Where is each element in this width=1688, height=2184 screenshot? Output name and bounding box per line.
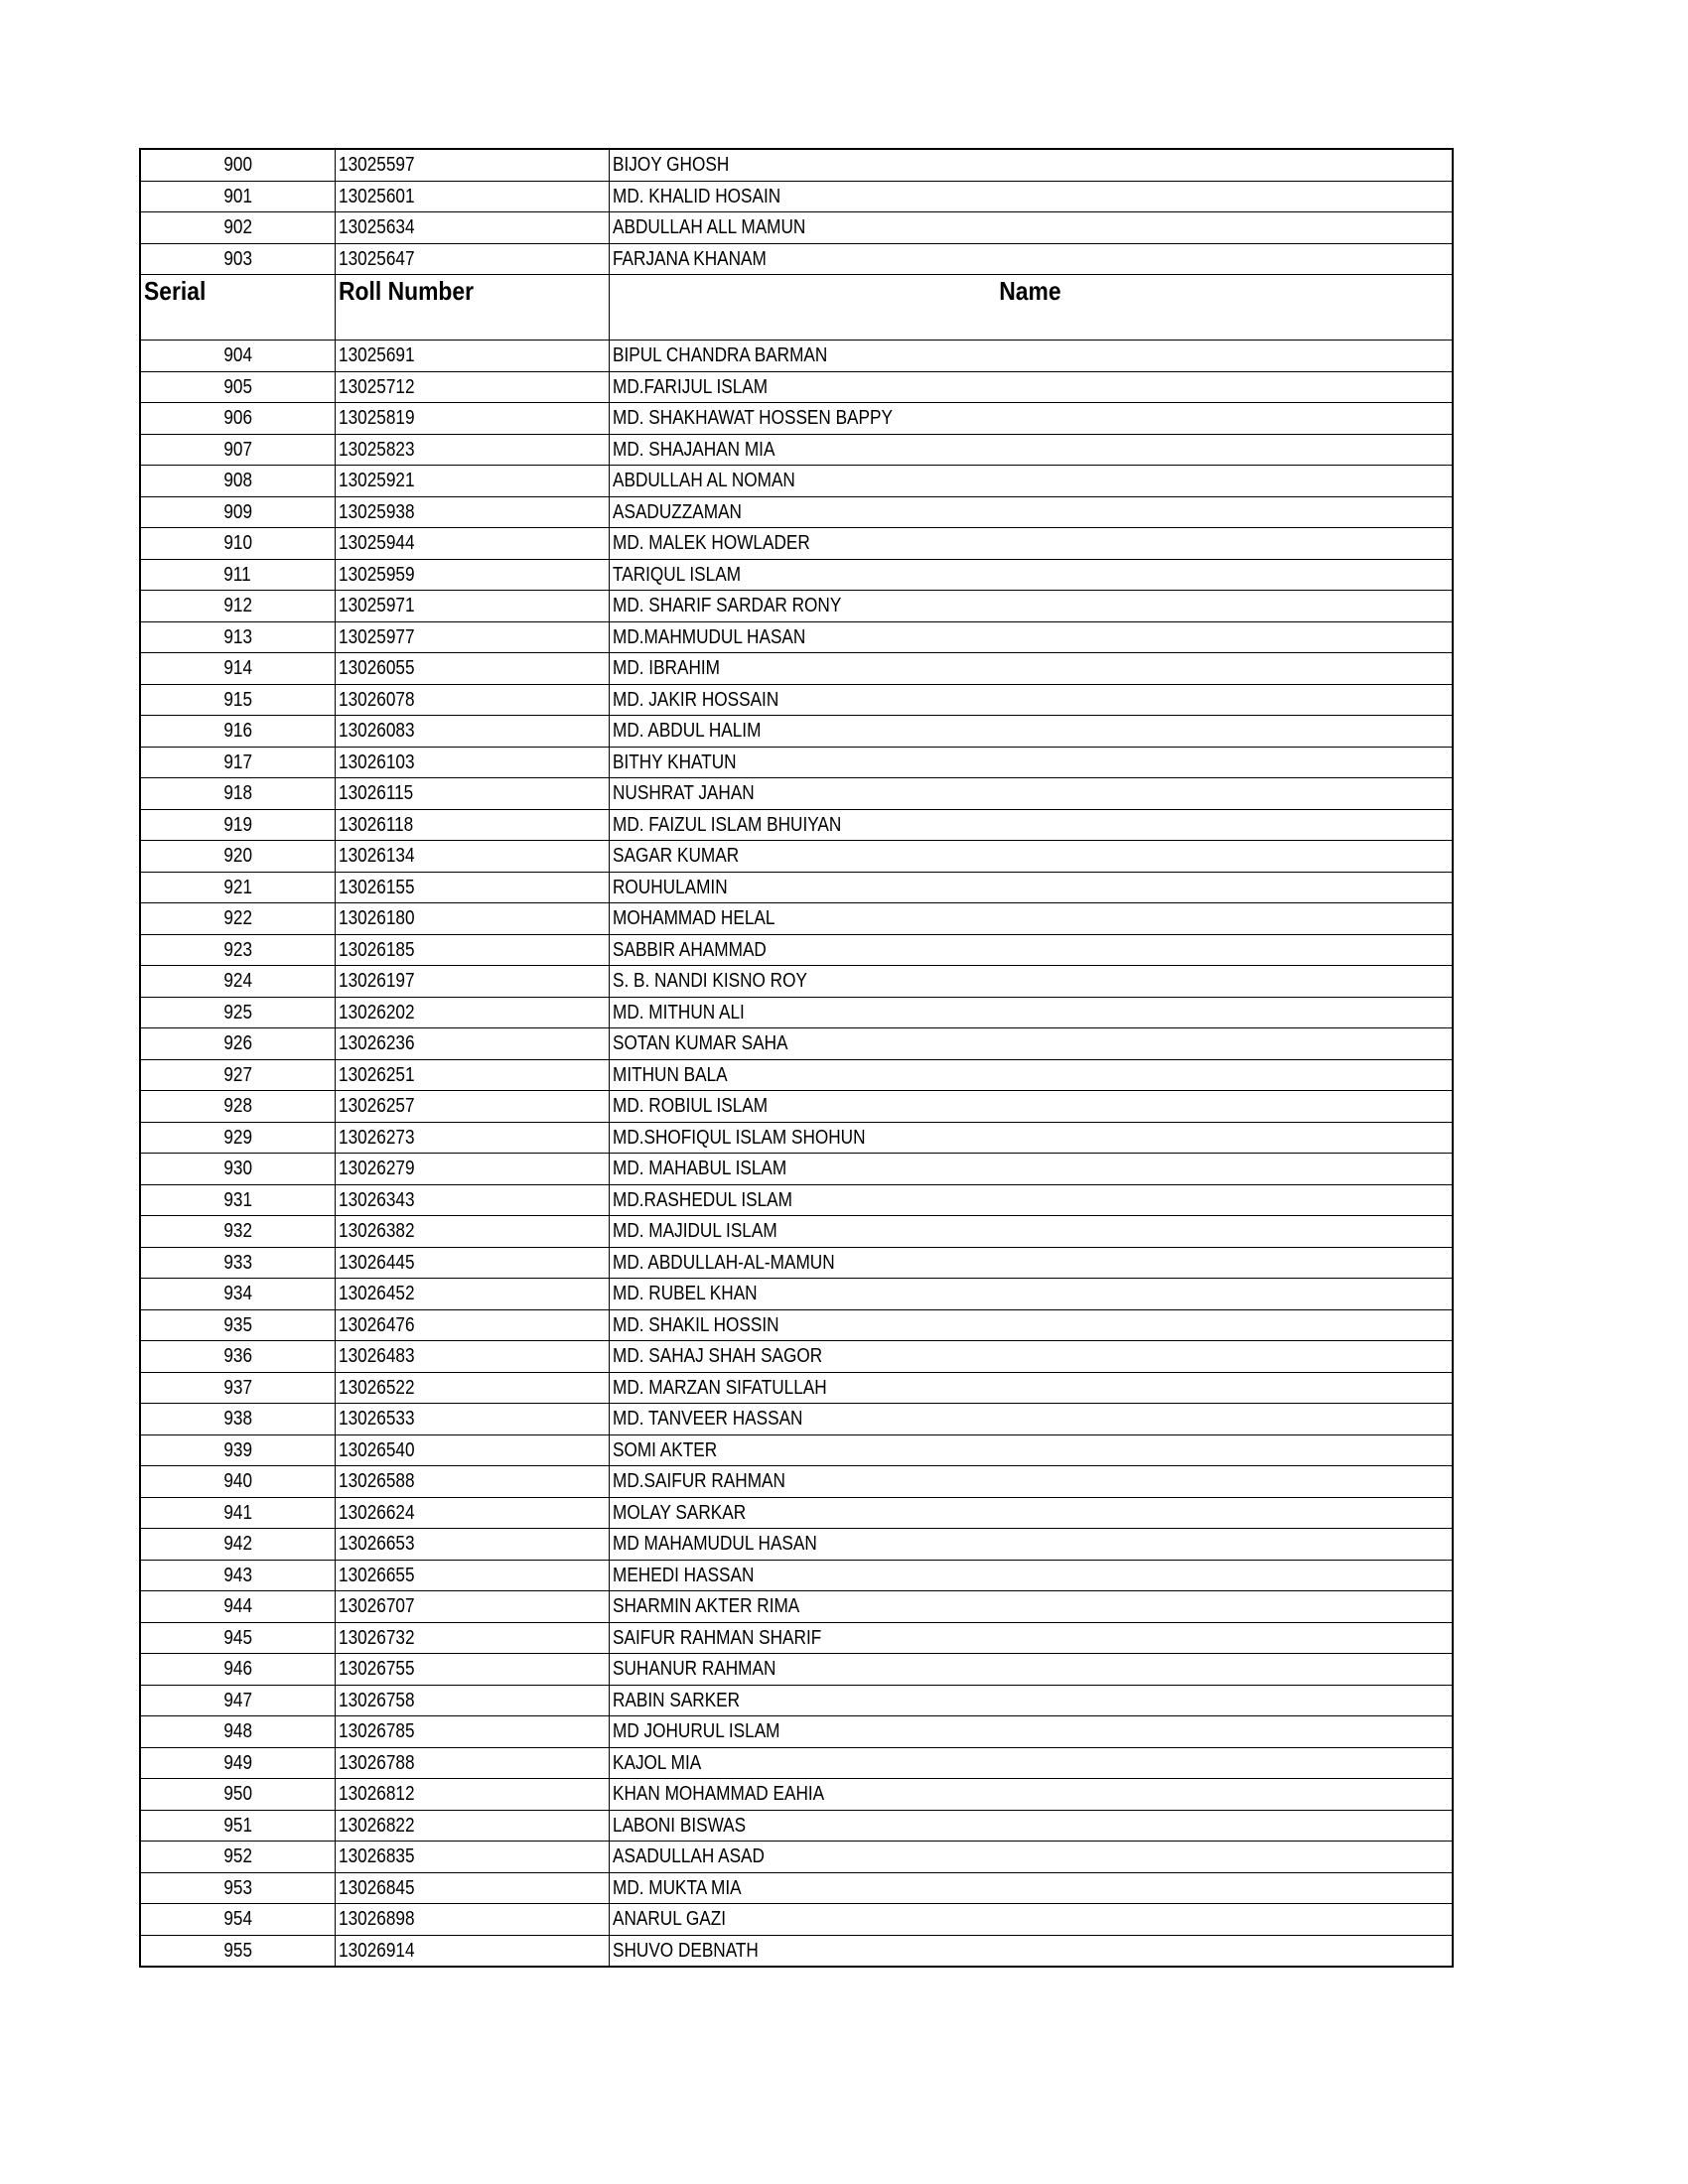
- serial-cell: 911: [140, 559, 335, 591]
- name-cell: MD. RUBEL KHAN: [609, 1279, 1453, 1310]
- roll-number-cell: 13026653: [335, 1529, 609, 1561]
- name-cell: MD.MAHMUDUL HASAN: [609, 621, 1453, 653]
- roll-number-cell: 13025944: [335, 528, 609, 560]
- name-cell: MD JOHURUL ISLAM: [609, 1716, 1453, 1748]
- name-cell: MD. MUKTA MIA: [609, 1872, 1453, 1904]
- roll-number-cell: 13026835: [335, 1842, 609, 1873]
- roll-number-cell: 13026533: [335, 1404, 609, 1435]
- top-rows: [140, 149, 1453, 275]
- serial-cell: 902: [140, 212, 335, 244]
- name-cell: MD. ROBIUL ISLAM: [609, 1091, 1453, 1123]
- table-row: [140, 149, 1453, 181]
- name-cell: MD MAHAMUDUL HASAN: [609, 1529, 1453, 1561]
- roll-number-cell: 13026078: [335, 684, 609, 716]
- roll-number-cell: 13025921: [335, 466, 609, 497]
- serial-cell: 935: [140, 1309, 335, 1341]
- name-cell: FARJANA KHANAM: [609, 243, 1453, 275]
- serial-cell: 944: [140, 1591, 335, 1623]
- table-row: [140, 528, 1453, 560]
- table-row: [140, 841, 1453, 873]
- serial-cell: 951: [140, 1810, 335, 1842]
- name-cell: MD. SHAKHAWAT HOSSEN BAPPY: [609, 403, 1453, 435]
- name-cell: TARIQUL ISLAM: [609, 559, 1453, 591]
- name-cell: S. B. NANDI KISNO ROY: [609, 966, 1453, 998]
- serial-cell: 942: [140, 1529, 335, 1561]
- serial-cell: 923: [140, 934, 335, 966]
- serial-cell: 908: [140, 466, 335, 497]
- table-row: [140, 1466, 1453, 1498]
- serial-cell: 930: [140, 1154, 335, 1185]
- serial-cell: 932: [140, 1216, 335, 1248]
- roll-number-cell: 13026898: [335, 1904, 609, 1936]
- name-cell: ANARUL GAZI: [609, 1904, 1453, 1936]
- roll-number-cell: 13025601: [335, 181, 609, 212]
- table-row: [140, 1309, 1453, 1341]
- header-row: [140, 275, 1453, 341]
- serial-cell: 949: [140, 1747, 335, 1779]
- serial-cell: 939: [140, 1434, 335, 1466]
- serial-cell: 928: [140, 1091, 335, 1123]
- table-row: [140, 1935, 1453, 1967]
- roll-number-cell: 13025712: [335, 371, 609, 403]
- roll-number-cell: 13026257: [335, 1091, 609, 1123]
- serial-cell: 910: [140, 528, 335, 560]
- roll-number-cell: 13026588: [335, 1466, 609, 1498]
- name-cell: MOLAY SARKAR: [609, 1497, 1453, 1529]
- serial-cell: 945: [140, 1622, 335, 1654]
- name-cell: SAGAR KUMAR: [609, 841, 1453, 873]
- serial-cell: 922: [140, 903, 335, 935]
- serial-cell: 900: [140, 149, 335, 181]
- serial-cell: 921: [140, 872, 335, 903]
- table-row: [140, 1404, 1453, 1435]
- name-cell: KHAN MOHAMMAD EAHIA: [609, 1779, 1453, 1811]
- table-row: [140, 434, 1453, 466]
- roll-number-cell: 13026845: [335, 1872, 609, 1904]
- table-row: [140, 1091, 1453, 1123]
- roll-number-cell: 13026788: [335, 1747, 609, 1779]
- roll-number-cell: 13026134: [335, 841, 609, 873]
- table-row: [140, 716, 1453, 748]
- name-cell: MD. MAJIDUL ISLAM: [609, 1216, 1453, 1248]
- roll-number-cell: 13025971: [335, 591, 609, 622]
- table-row: [140, 1591, 1453, 1623]
- name-cell: MD. MARZAN SIFATULLAH: [609, 1372, 1453, 1404]
- serial-cell: 927: [140, 1059, 335, 1091]
- name-cell: SOTAN KUMAR SAHA: [609, 1028, 1453, 1060]
- roll-number-cell: 13025977: [335, 621, 609, 653]
- table-header: [140, 275, 1453, 341]
- name-cell: SHUVO DEBNATH: [609, 1935, 1453, 1967]
- roll-number-cell: 13026273: [335, 1122, 609, 1154]
- serial-cell: 901: [140, 181, 335, 212]
- table-row: [140, 1216, 1453, 1248]
- table-row: [140, 1842, 1453, 1873]
- serial-cell: 950: [140, 1779, 335, 1811]
- roll-number-cell: 13026812: [335, 1779, 609, 1811]
- roll-number-cell: 13026914: [335, 1935, 609, 1967]
- roll-number-cell: 13025597: [335, 149, 609, 181]
- name-cell: SAIFUR RAHMAN SHARIF: [609, 1622, 1453, 1654]
- table-row: [140, 1685, 1453, 1716]
- roll-number-cell: 13026476: [335, 1309, 609, 1341]
- serial-cell: 946: [140, 1654, 335, 1686]
- serial-cell: 943: [140, 1560, 335, 1591]
- serial-cell: 913: [140, 621, 335, 653]
- name-cell: MOHAMMAD HELAL: [609, 903, 1453, 935]
- name-cell: ASADULLAH ASAD: [609, 1842, 1453, 1873]
- serial-cell: 937: [140, 1372, 335, 1404]
- roll-number-cell: 13026540: [335, 1434, 609, 1466]
- name-cell: MD. JAKIR HOSSAIN: [609, 684, 1453, 716]
- serial-cell: 929: [140, 1122, 335, 1154]
- serial-cell: 936: [140, 1341, 335, 1373]
- table-row: [140, 466, 1453, 497]
- serial-cell: 916: [140, 716, 335, 748]
- name-header: Name: [609, 275, 1453, 341]
- roll-number-cell: 13026185: [335, 934, 609, 966]
- name-cell: ROUHULAMIN: [609, 872, 1453, 903]
- table-row: [140, 1247, 1453, 1279]
- table-row: [140, 934, 1453, 966]
- roll-number-cell: 13025823: [335, 434, 609, 466]
- table-row: [140, 1716, 1453, 1748]
- table-row: [140, 1184, 1453, 1216]
- name-cell: MD. FAIZUL ISLAM BHUIYAN: [609, 809, 1453, 841]
- roll-number-cell: 13026822: [335, 1810, 609, 1842]
- name-cell: SHARMIN AKTER RIMA: [609, 1591, 1453, 1623]
- name-cell: SOMI AKTER: [609, 1434, 1453, 1466]
- serial-cell: 948: [140, 1716, 335, 1748]
- table-row: [140, 1028, 1453, 1060]
- table-row: [140, 1154, 1453, 1185]
- serial-cell: 934: [140, 1279, 335, 1310]
- roll-number-cell: 13026732: [335, 1622, 609, 1654]
- table-row: [140, 1810, 1453, 1842]
- name-cell: MITHUN BALA: [609, 1059, 1453, 1091]
- table-row: [140, 243, 1453, 275]
- serial-cell: 919: [140, 809, 335, 841]
- name-cell: MD. KHALID HOSAIN: [609, 181, 1453, 212]
- table-row: [140, 1279, 1453, 1310]
- table-row: [140, 903, 1453, 935]
- roll-number-cell: 13026707: [335, 1591, 609, 1623]
- table-row: [140, 778, 1453, 810]
- serial-cell: 905: [140, 371, 335, 403]
- name-cell: MD. IBRAHIM: [609, 653, 1453, 685]
- name-cell: KAJOL MIA: [609, 1747, 1453, 1779]
- name-cell: BIJOY GHOSH: [609, 149, 1453, 181]
- name-cell: RABIN SARKER: [609, 1685, 1453, 1716]
- serial-cell: 940: [140, 1466, 335, 1498]
- name-cell: SUHANUR RAHMAN: [609, 1654, 1453, 1686]
- name-cell: BITHY KHATUN: [609, 747, 1453, 778]
- name-cell: MD. SHAJAHAN MIA: [609, 434, 1453, 466]
- serial-cell: 924: [140, 966, 335, 998]
- serial-cell: 915: [140, 684, 335, 716]
- roll-number-header: Roll Number: [335, 275, 609, 341]
- name-cell: MD. MAHABUL ISLAM: [609, 1154, 1453, 1185]
- serial-cell: 907: [140, 434, 335, 466]
- roll-number-cell: 13025959: [335, 559, 609, 591]
- serial-cell: 903: [140, 243, 335, 275]
- table-row: [140, 212, 1453, 244]
- serial-cell: 920: [140, 841, 335, 873]
- table-row: [140, 1497, 1453, 1529]
- serial-cell: 955: [140, 1935, 335, 1967]
- roll-number-cell: 13026483: [335, 1341, 609, 1373]
- table-row: [140, 1872, 1453, 1904]
- serial-cell: 933: [140, 1247, 335, 1279]
- name-cell: MD.RASHEDUL ISLAM: [609, 1184, 1453, 1216]
- serial-header: Serial: [140, 275, 335, 341]
- roll-number-cell: 13026115: [335, 778, 609, 810]
- name-cell: MEHEDI HASSAN: [609, 1560, 1453, 1591]
- name-cell: ASADUZZAMAN: [609, 496, 1453, 528]
- roll-number-cell: 13026180: [335, 903, 609, 935]
- table-row: [140, 371, 1453, 403]
- table-row: [140, 872, 1453, 903]
- roll-number-cell: 13025634: [335, 212, 609, 244]
- name-cell: MD.FARIJUL ISLAM: [609, 371, 1453, 403]
- name-cell: MD. SHAKIL HOSSIN: [609, 1309, 1453, 1341]
- serial-cell: 947: [140, 1685, 335, 1716]
- table-row: [140, 621, 1453, 653]
- table-row: [140, 809, 1453, 841]
- roll-number-cell: 13026452: [335, 1279, 609, 1310]
- serial-cell: 914: [140, 653, 335, 685]
- roll-number-cell: 13026055: [335, 653, 609, 685]
- roll-number-cell: 13026343: [335, 1184, 609, 1216]
- roll-number-cell: 13025938: [335, 496, 609, 528]
- serial-cell: 925: [140, 997, 335, 1028]
- name-cell: ABDULLAH ALL MAMUN: [609, 212, 1453, 244]
- roll-number-cell: 13026236: [335, 1028, 609, 1060]
- serial-cell: 906: [140, 403, 335, 435]
- table-row: [140, 1622, 1453, 1654]
- serial-cell: 953: [140, 1872, 335, 1904]
- name-cell: MD. TANVEER HASSAN: [609, 1404, 1453, 1435]
- roll-number-cell: 13026755: [335, 1654, 609, 1686]
- roll-number-cell: 13026522: [335, 1372, 609, 1404]
- name-cell: MD. MITHUN ALI: [609, 997, 1453, 1028]
- serial-cell: 909: [140, 496, 335, 528]
- roll-number-cell: 13026624: [335, 1497, 609, 1529]
- roll-number-cell: 13026202: [335, 997, 609, 1028]
- serial-cell: 926: [140, 1028, 335, 1060]
- roll-number-cell: 13026279: [335, 1154, 609, 1185]
- table-row: [140, 403, 1453, 435]
- roll-number-cell: 13025691: [335, 341, 609, 372]
- table-row: [140, 1059, 1453, 1091]
- name-cell: MD. SAHAJ SHAH SAGOR: [609, 1341, 1453, 1373]
- name-cell: MD. MALEK HOWLADER: [609, 528, 1453, 560]
- serial-cell: 952: [140, 1842, 335, 1873]
- serial-cell: 912: [140, 591, 335, 622]
- table-row: [140, 1372, 1453, 1404]
- table-row: [140, 966, 1453, 998]
- name-cell: NUSHRAT JAHAN: [609, 778, 1453, 810]
- serial-cell: 941: [140, 1497, 335, 1529]
- roll-number-cell: 13026251: [335, 1059, 609, 1091]
- name-cell: LABONI BISWAS: [609, 1810, 1453, 1842]
- table-row: [140, 1122, 1453, 1154]
- roll-number-cell: 13026655: [335, 1560, 609, 1591]
- table-row: [140, 653, 1453, 685]
- table-row: [140, 1904, 1453, 1936]
- table-row: [140, 559, 1453, 591]
- name-cell: MD.SAIFUR RAHMAN: [609, 1466, 1453, 1498]
- roll-number-cell: 13026103: [335, 747, 609, 778]
- results-table: [139, 148, 1454, 1968]
- serial-cell: 938: [140, 1404, 335, 1435]
- table-row: [140, 1654, 1453, 1686]
- roll-number-cell: 13025647: [335, 243, 609, 275]
- table-row: [140, 747, 1453, 778]
- table-row: [140, 1560, 1453, 1591]
- roll-number-cell: 13026083: [335, 716, 609, 748]
- table-row: [140, 181, 1453, 212]
- main-rows: [140, 341, 1453, 1968]
- table-row: [140, 496, 1453, 528]
- serial-cell: 931: [140, 1184, 335, 1216]
- table-row: [140, 1529, 1453, 1561]
- serial-cell: 917: [140, 747, 335, 778]
- table-row: [140, 684, 1453, 716]
- name-cell: SABBIR AHAMMAD: [609, 934, 1453, 966]
- roll-number-cell: 13026382: [335, 1216, 609, 1248]
- table-row: [140, 997, 1453, 1028]
- serial-cell: 918: [140, 778, 335, 810]
- name-cell: MD. ABDUL HALIM: [609, 716, 1453, 748]
- roll-number-cell: 13026445: [335, 1247, 609, 1279]
- name-cell: MD. ABDULLAH-AL-MAMUN: [609, 1247, 1453, 1279]
- roll-number-cell: 13025819: [335, 403, 609, 435]
- name-cell: MD. SHARIF SARDAR RONY: [609, 591, 1453, 622]
- table-row: [140, 591, 1453, 622]
- name-cell: MD.SHOFIQUL ISLAM SHOHUN: [609, 1122, 1453, 1154]
- name-cell: ABDULLAH AL NOMAN: [609, 466, 1453, 497]
- roll-number-cell: 13026197: [335, 966, 609, 998]
- serial-cell: 954: [140, 1904, 335, 1936]
- roll-number-cell: 13026118: [335, 809, 609, 841]
- name-cell: BIPUL CHANDRA BARMAN: [609, 341, 1453, 372]
- table-row: [140, 1341, 1453, 1373]
- table-row: [140, 1747, 1453, 1779]
- roll-number-cell: 13026785: [335, 1716, 609, 1748]
- table-row: [140, 341, 1453, 372]
- table-row: [140, 1434, 1453, 1466]
- roll-number-cell: 13026155: [335, 872, 609, 903]
- table-row: [140, 1779, 1453, 1811]
- serial-cell: 904: [140, 341, 335, 372]
- roll-number-cell: 13026758: [335, 1685, 609, 1716]
